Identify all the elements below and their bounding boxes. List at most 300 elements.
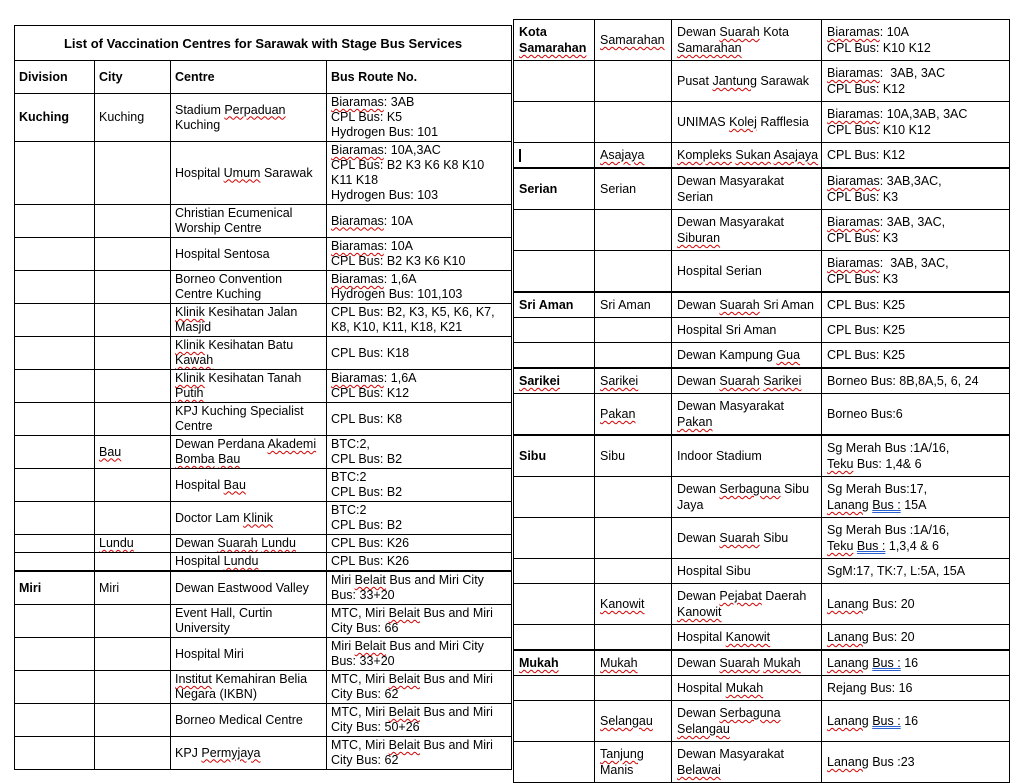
cell-text-line: Bus: 33+20 [331,654,395,668]
city-cell [95,142,171,205]
table-row [514,676,1010,701]
misspelled-word: Lanang [827,755,869,769]
col-header-city: City [95,61,171,94]
table-row [15,502,512,535]
division-cell [15,403,95,436]
centre-cell [672,102,822,143]
misspelled-word: Pakan [600,407,636,421]
division-cell [514,518,595,559]
bus-route-cell [822,559,1010,584]
misspelled-word: Belait [388,705,420,719]
table-row [15,271,512,304]
cell-text-line: Centre [175,419,213,433]
misspelled-word: Biaramas [331,371,384,385]
misspelled-word: Biaramas [827,215,880,229]
city-cell [95,535,171,553]
cell-text-line: Klinik Kesihatan Batu [175,338,294,352]
cell-text-line: MTC, Miri Belait Bus and Miri [331,672,493,686]
misspelled-word: Belait [354,639,386,653]
cell-text-line: Dewan Pejabat Daerah [677,589,807,603]
cell-text-line: Dewan Serbaguna [677,706,781,720]
misspelled-word: Sarikei [600,374,639,388]
cell-text-line: K8, K10, K11, K18, K21 [331,320,463,334]
cell-text-line: Lanang Bus : 15A [827,498,927,512]
centre-cell [672,251,822,293]
cell-text-line: CPL Bus: K8 [331,411,403,426]
cell-text-line: Dewan Masyarakat [677,747,785,761]
division-cell [514,394,595,436]
division-cell [15,671,95,704]
table-row [514,368,1010,394]
misspelled-word: Mukah [725,681,764,695]
cell-text-line: Lanang Bus: 20 [827,630,915,644]
bus-route-cell [822,61,1010,102]
centre-cell [672,559,822,584]
cell-text-line [677,721,816,737]
cell-text-line: Biaramas: 10A [331,239,414,253]
bus-route-cell [327,553,512,572]
title-row [15,26,512,61]
cell-text-line: CPL Bus: K18 [331,345,410,360]
misspelled-word: Kanowit [725,630,771,644]
misspelled-word: Mukah [763,656,801,670]
table-row [514,143,1010,169]
misspelled-word: Samarahan [677,41,742,55]
misspelled-word: Belait [354,573,386,587]
centre-cell [672,477,822,518]
bus-route-cell [822,343,1010,369]
division-cell [514,143,595,169]
misspelled-word: Pejabat [719,589,762,603]
division-cell [15,605,95,638]
city-cell [595,20,672,61]
cell-text-line: Masjid [175,320,212,334]
misspelled-word: Jantung [712,74,757,88]
division-cell [15,553,95,572]
bus-route-cell [822,292,1010,318]
table-row [15,469,512,502]
centre-cell [672,143,822,169]
misspelled-word: Belait [388,672,420,686]
cell-text-line [99,445,166,460]
misspelled-word: Belait [388,606,420,620]
city-cell [595,168,672,210]
table-row [15,337,512,370]
bus-route-cell [822,102,1010,143]
cell-text-line: Dewan Eastwood Valley [175,580,309,595]
cell-text-line [175,386,322,401]
cell-text-line: CPL Bus: K10 K12 [827,41,931,55]
table-row [514,518,1010,559]
cell-text-line: Dewan Suarah Sibu [677,531,789,545]
cell-text-line: Dewan Suarah Lundu [175,536,296,550]
grammar-flagged-text: Bus : [872,714,901,728]
cell-text-line: Borneo Convention [175,272,283,286]
division-cell [15,142,95,205]
division-cell [514,292,595,318]
bus-route-cell [822,251,1010,293]
city-cell [595,143,672,169]
misspelled-word: Biaramas [331,272,384,286]
misspelled-word: Akademi [267,437,317,451]
table-row [15,403,512,436]
cell-text-line: SgM:17, TK:7, L:5A, 15A [827,564,966,578]
division-cell [514,650,595,676]
centre-cell [171,671,327,704]
bus-route-cell [327,436,512,469]
division-cell [15,704,95,737]
misspelled-word: Biaramas [827,107,880,121]
cell-text-line: Dewan Suarah Sri Aman [677,298,814,312]
cell-text-line: City Bus: 62 [331,753,399,767]
centre-cell [672,625,822,651]
cell-text-line: CPL Bus: K12 [331,386,410,400]
city-cell [595,210,672,251]
centre-cell [672,20,822,61]
cell-text-line: CPL Bus: B2, K3, K5, K6, K7, [331,305,495,319]
cell-text-line: Biaramas: 10A [331,213,414,228]
centre-cell [672,168,822,210]
cell-text-line [677,230,816,246]
cell-text-line: Sg Merah Bus:17, [827,482,928,496]
misspelled-word: Biaramas [827,66,880,80]
table-row [514,435,1010,477]
division-cell [15,94,95,142]
centre-cell [672,343,822,369]
bus-route-cell [822,584,1010,625]
col-header-bus-route: Bus Route No. [327,61,512,94]
cell-text-line [99,536,166,551]
misspelled-word: Belait [388,738,420,752]
division-cell [15,535,95,553]
misspelled-word: Lanang [827,656,869,670]
vaccination-table-right [513,19,1010,783]
cell-text-line: CPL Bus: K12 [827,82,906,96]
cell-text-line [175,353,322,368]
misspelled-word: Kanowit [600,597,645,611]
cell-text-line: Rejang Bus: 16 [827,681,913,695]
centre-cell [171,469,327,502]
table-row [15,605,512,638]
table-row [514,210,1010,251]
cell-text-line: Lanang Bus :23 [827,755,915,769]
city-cell [595,394,672,436]
misspelled-word: Tanjung [600,747,644,761]
cell-text-line: BTC:2, [331,437,370,451]
cell-text-line: Pusat Jantung Sarawak [677,74,810,88]
city-cell [595,368,672,394]
city-cell [595,343,672,369]
cell-text-line: Worship Centre [175,221,262,235]
cell-text-line: Lanang Bus: 20 [827,597,915,611]
table-row [514,292,1010,318]
bus-route-cell [822,368,1010,394]
cell-text-line: Dewan Masyarakat [677,399,785,413]
misspelled-word: Serbaguna [719,706,781,720]
bus-route-cell [327,571,512,605]
cell-text-line: MTC, Miri Belait Bus and Miri [331,738,493,752]
cell-text-line: Negara (IKBN) [175,687,257,701]
city-cell [95,638,171,671]
misspelled-word: Umum [223,165,261,180]
cell-text-line: Hospital Umum Sarawak [175,165,313,180]
centre-cell [171,638,327,671]
cell-text-line: Borneo Medical Centre [175,712,303,727]
misspelled-word: Klinik [175,371,205,385]
division-cell [514,318,595,343]
city-cell [95,571,171,605]
misspelled-word: Serbaguna [719,482,781,496]
city-cell [595,318,672,343]
centre-cell [672,318,822,343]
cell-text-line: Borneo Bus: 8B,8A,5, 6, 24 [827,374,979,388]
cell-text-line: KPJ Kuching Specialist [175,404,304,418]
cell-text-line: Dewan Perdana Akademi [175,437,317,451]
cell-text-line: Manis [600,763,634,777]
city-cell [95,737,171,770]
cell-text-line: KPJ Permyjaya [175,745,261,760]
bus-route-cell [327,737,512,770]
city-cell [595,518,672,559]
city-cell [95,502,171,535]
centre-cell [672,210,822,251]
city-cell [95,271,171,304]
centre-cell [171,238,327,271]
city-cell [595,650,672,676]
cell-text-line: CPL Bus: K25 [827,323,906,337]
bus-route-cell [327,704,512,737]
text-cursor [519,149,521,162]
city-cell [95,304,171,337]
misspelled-word: Kawah [175,353,214,367]
cell-text-line: Bus: 33+20 [331,588,395,602]
bus-route-cell [327,94,512,142]
table-row [514,61,1010,102]
cell-text-line: Stadium Perpaduan [175,102,286,117]
table-title: List of Vaccination Centres for Sarawak with Stage Bus Services [15,26,512,61]
division-cell [514,368,595,394]
column-header-row [15,61,512,94]
cell-text-line: Hospital Mukah [677,681,764,695]
city-cell [595,742,672,783]
bus-route-cell [822,168,1010,210]
centre-cell [171,737,327,770]
misspelled-word: Klinik [175,338,205,352]
bus-route-cell [822,435,1010,477]
centre-cell [672,368,822,394]
table-row [15,238,512,271]
city-cell [595,435,672,477]
division-cell [15,238,95,271]
division-cell [15,502,95,535]
division-cell [514,61,595,102]
bus-route-cell [822,625,1010,651]
vaccination-table-left [14,25,512,770]
table-row [514,251,1010,293]
misspelled-word: Kanowit [677,605,722,619]
city-cell [95,704,171,737]
cell-text-line: UNIMAS Kolej Rafflesia [677,115,809,129]
city-cell [95,553,171,572]
table-row [514,584,1010,625]
misspelled-word: Lanang [827,498,869,512]
cell-text-line: MTC, Miri Belait Bus and Miri [331,606,493,620]
city-cell [95,605,171,638]
cell-text-line [519,373,589,389]
cell-text-line: Dewan Suarah Kota [677,25,789,39]
cell-text-line: Hospital Serian [677,264,762,278]
division-cell [514,701,595,742]
division-cell [15,571,95,605]
table-row [514,742,1010,783]
cell-text-line: CPL Bus: K25 [827,298,906,312]
centre-cell [672,650,822,676]
table-row [15,436,512,469]
centre-cell [672,742,822,783]
misspelled-word: Selangau [677,722,730,736]
cell-text-line: Biaramas: 3AB [331,95,415,109]
division-cell [15,638,95,671]
misspelled-word: Siburan [677,231,721,245]
bus-route-cell [822,210,1010,251]
cell-text-line: Dewan Suarah Mukah [677,656,801,670]
division-cell [514,676,595,701]
table-row [15,94,512,142]
misspelled-word: Klinik [243,510,273,525]
table-row [514,559,1010,584]
bus-route-cell [327,271,512,304]
misspelled-word: Perpaduan [224,102,286,117]
cell-text-line: CPL Bus: K26 [331,536,410,550]
misspelled-word: Sukan [735,148,771,162]
cell-text-line: Serian [677,190,714,204]
cell-text-line: CPL Bus: K10 K12 [827,123,931,137]
misspelled-word: Mukah [600,656,638,670]
centre-cell [672,701,822,742]
city-cell [95,436,171,469]
misspelled-word: Suarah [719,531,760,545]
cell-text-line: Hospital Lundu [175,554,259,568]
centre-cell [171,271,327,304]
table-row [15,737,512,770]
cell-text-line [600,713,666,729]
table-row [514,650,1010,676]
cell-text-line [677,147,819,163]
centre-cell [171,535,327,553]
cell-text-line: Klinik Kesihatan Jalan [175,305,298,319]
city-cell [595,676,672,701]
cell-text-line: Miri Belait Bus and Miri City [331,573,484,587]
cell-text-line: Dewan Serbaguna Sibu [677,482,810,496]
cell-text-line: Teku Bus: 1,4& 6 [827,457,922,471]
cell-text-line: K11 K18 [331,173,379,187]
cell-text-line: CPL Bus: B2 K3 K6 K10 [331,254,466,268]
centre-cell [171,94,327,142]
bus-route-cell [327,671,512,704]
misspelled-word: Suarah [719,298,760,312]
cell-text-line [600,406,666,422]
cell-text-line: Miri [19,580,42,595]
cell-text-line: Biaramas: 3AB, 3AC, [827,256,949,270]
grammar-flagged-text: Bus : [856,539,886,553]
cell-text-line: Biaramas: 3AB,3AC, [827,174,942,188]
city-cell [95,370,171,403]
bus-route-cell [327,370,512,403]
col-header-centre: Centre [171,61,327,94]
misspelled-word: Lundu [223,554,259,568]
city-cell [595,701,672,742]
centre-cell [171,370,327,403]
misspelled-word: Biaramas [331,213,384,228]
cell-text-line [175,452,322,467]
bus-route-cell [327,605,512,638]
division-cell [15,304,95,337]
misspelled-word: Biaramas [331,143,384,157]
misspelled-word: Bau [223,477,246,492]
table-row [15,704,512,737]
misspelled-word: Suarah [719,374,760,388]
misspelled-word: Suarah [719,656,760,670]
cell-text-line: Dewan Kampung Gua [677,348,801,362]
cell-text-line: Biaramas: 10A [827,25,910,39]
misspelled-word: Bau [99,444,122,459]
division-cell [514,210,595,251]
division-cell [15,737,95,770]
bus-route-cell [822,742,1010,783]
division-cell [15,469,95,502]
cell-text-line: CPL Bus: B2 [331,452,403,466]
centre-cell [672,394,822,436]
bus-route-cell [327,502,512,535]
centre-cell [171,304,327,337]
city-cell [95,94,171,142]
division-cell [514,742,595,783]
cell-text-line: Doctor Lam Klinik [175,510,273,525]
table-row [15,304,512,337]
cell-text-line [600,655,666,671]
cell-text-line: Dewan Suarah Sarikei [677,374,802,388]
misspelled-word: Mukah [519,656,559,670]
table-row [514,318,1010,343]
city-cell [95,469,171,502]
bus-route-cell [822,650,1010,676]
cell-text-line: Serian [519,182,558,196]
division-cell [514,102,595,143]
division-cell [514,343,595,369]
misspelled-word: Belawai [677,763,721,777]
centre-cell [171,502,327,535]
bus-route-cell [327,535,512,553]
cell-text-line: CPL Bus: K3 [827,190,899,204]
cell-text-line: City Bus: 62 [331,687,399,701]
centre-cell [171,605,327,638]
cell-text-line [600,596,666,612]
misspelled-word: Lanang [827,714,869,728]
cell-text-line: Dewan Masyarakat [677,215,785,229]
cell-text-line: Biaramas: 10A,3AC [331,143,441,157]
cell-text-line [519,655,589,671]
cell-text-line: Hospital Sentosa [175,246,270,261]
centre-cell [171,571,327,605]
division-cell [514,477,595,518]
centre-cell [171,553,327,572]
cell-text-line: Kuching [19,110,69,124]
cell-text-line: Sg Merah Bus :1A/16, [827,441,950,455]
bus-route-cell [327,304,512,337]
cell-text-line: Lanang Bus : 16 [827,656,919,670]
cell-text-line: Hospital Kanowit [677,630,771,644]
centre-cell [171,142,327,205]
